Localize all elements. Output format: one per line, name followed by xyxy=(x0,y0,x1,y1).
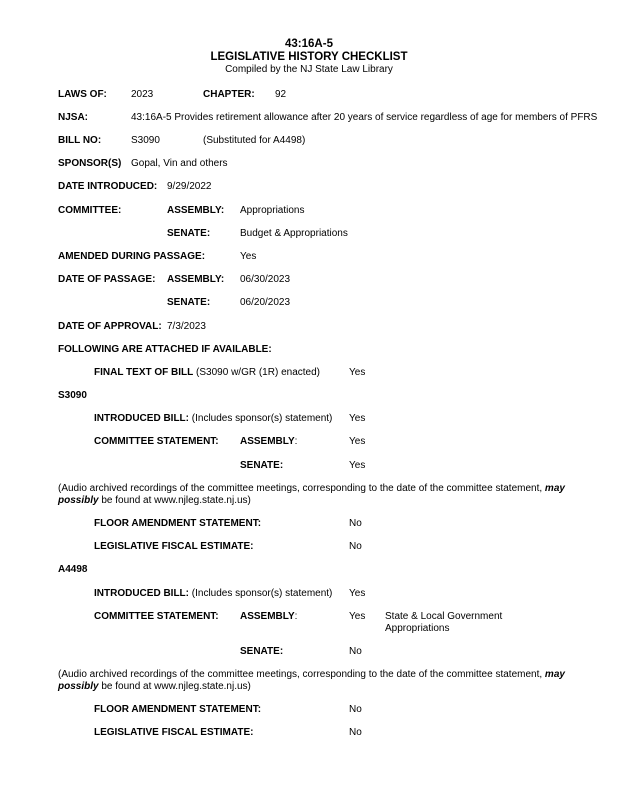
njsa-label: NJSA: xyxy=(58,112,89,123)
sponsors-value: Gopal, Vin and others xyxy=(131,158,228,169)
chapter-value: 92 xyxy=(275,89,287,100)
chapter-label: CHAPTER: xyxy=(203,89,255,100)
s3090-audio-note-emphasis: may possibly xyxy=(58,483,565,506)
a4498-introduced-row xyxy=(94,588,332,600)
final-text-value: Yes xyxy=(349,367,366,378)
njsa-value: 43:16A-5 Provides retirement allowance after 20 years of service regardless of age for members of PFRS xyxy=(131,112,598,123)
a4498-audio-note-text: (Audio archived recordings of the committee meetings, corresponding to the date of the committee statement, xyxy=(58,669,545,680)
a4498-audio-note xyxy=(58,669,603,693)
s3090-assembly-value: Yes xyxy=(349,436,366,447)
sponsors-label: SPONSOR(S) xyxy=(58,158,122,169)
final-text-row xyxy=(94,367,320,379)
substituted-for: (Substituted for A4498) xyxy=(203,135,306,146)
a4498-introduced-detail: (Includes sponsor(s) statement) xyxy=(191,588,333,599)
a4498-assembly-value: Yes xyxy=(349,611,366,622)
passage-assembly-value: 06/30/2023 xyxy=(240,274,291,285)
approval-label: DATE OF APPROVAL: xyxy=(58,321,162,332)
a4498-assembly-row xyxy=(240,611,297,623)
a4498-senate-label: SENATE: xyxy=(240,646,284,657)
a4498-audio-note-url: be found at www.njleg.state.nj.us) xyxy=(98,681,251,692)
s3090-heading: S3090 xyxy=(58,390,87,401)
a4498-assembly-colon: : xyxy=(294,611,298,622)
final-text-label: FINAL TEXT OF BILL xyxy=(94,367,194,378)
committee-senate-value: Budget & Appropriations xyxy=(240,228,348,239)
a4498-floor-label: FLOOR AMENDMENT STATEMENT: xyxy=(94,704,262,715)
a4498-introduced-label: INTRODUCED BILL: xyxy=(94,588,189,599)
a4498-heading: A4498 xyxy=(58,564,88,575)
committee-assembly-value: Appropriations xyxy=(240,205,305,216)
passage-assembly-label: ASSEMBLY: xyxy=(167,274,225,285)
statute-number: 43:16A-5 xyxy=(285,38,333,50)
committee-senate-label: SENATE: xyxy=(167,228,211,239)
s3090-fiscal-label: LEGISLATIVE FISCAL ESTIMATE: xyxy=(94,541,254,552)
s3090-senate-value: Yes xyxy=(349,460,366,471)
s3090-assembly-colon: : xyxy=(294,436,298,447)
attached-heading: FOLLOWING ARE ATTACHED IF AVAILABLE: xyxy=(58,344,272,355)
s3090-floor-label: FLOOR AMENDMENT STATEMENT: xyxy=(94,518,262,529)
page-title: LEGISLATIVE HISTORY CHECKLIST xyxy=(210,51,408,63)
s3090-introduced-label: INTRODUCED BILL: xyxy=(94,413,189,424)
a4498-assembly-committee-line2: Appropriations xyxy=(385,623,450,634)
final-text-detail: (S3090 w/GR (1R) enacted) xyxy=(196,367,320,378)
a4498-assembly-label: ASSEMBLY xyxy=(240,611,295,622)
bill-no-label: BILL NO: xyxy=(58,135,102,146)
s3090-assembly-row xyxy=(240,436,297,448)
s3090-introduced-detail: (Includes sponsor(s) statement) xyxy=(191,413,333,424)
s3090-floor-value: No xyxy=(349,518,362,529)
date-introduced-label: DATE INTRODUCED: xyxy=(58,181,158,192)
committee-label: COMMITTEE: xyxy=(58,205,122,216)
bill-no-value: S3090 xyxy=(131,135,160,146)
s3090-assembly-label: ASSEMBLY xyxy=(240,436,295,447)
amended-value: Yes xyxy=(240,251,257,262)
s3090-introduced-value: Yes xyxy=(349,413,366,424)
approval-value: 7/3/2023 xyxy=(167,321,206,332)
date-introduced-value: 9/29/2022 xyxy=(167,181,212,192)
a4498-fiscal-value: No xyxy=(349,727,362,738)
laws-of-label: LAWS OF: xyxy=(58,89,107,100)
a4498-floor-value: No xyxy=(349,704,362,715)
s3090-audio-note-text: (Audio archived recordings of the committee meetings, corresponding to the date of the committee statement, xyxy=(58,483,545,494)
committee-assembly-label: ASSEMBLY: xyxy=(167,205,225,216)
a4498-fiscal-label: LEGISLATIVE FISCAL ESTIMATE: xyxy=(94,727,254,738)
passage-label: DATE OF PASSAGE: xyxy=(58,274,156,285)
a4498-senate-value: No xyxy=(349,646,362,657)
compiled-by: Compiled by the NJ State Law Library xyxy=(225,64,393,75)
s3090-introduced-row xyxy=(94,413,332,425)
a4498-assembly-committee-line1: State & Local Government xyxy=(385,611,503,622)
amended-label: AMENDED DURING PASSAGE: xyxy=(58,251,206,262)
s3090-audio-note xyxy=(58,483,603,507)
passage-senate-label: SENATE: xyxy=(167,297,211,308)
a4498-introduced-value: Yes xyxy=(349,588,366,599)
s3090-fiscal-value: No xyxy=(349,541,362,552)
a4498-committee-label: COMMITTEE STATEMENT: xyxy=(94,611,219,622)
passage-senate-value: 06/20/2023 xyxy=(240,297,291,308)
s3090-senate-label: SENATE: xyxy=(240,460,284,471)
s3090-audio-note-url: be found at www.njleg.state.nj.us) xyxy=(98,495,251,506)
s3090-committee-label: COMMITTEE STATEMENT: xyxy=(94,436,219,447)
laws-of-value: 2023 xyxy=(131,89,154,100)
a4498-audio-note-emphasis: may possibly xyxy=(58,669,565,692)
